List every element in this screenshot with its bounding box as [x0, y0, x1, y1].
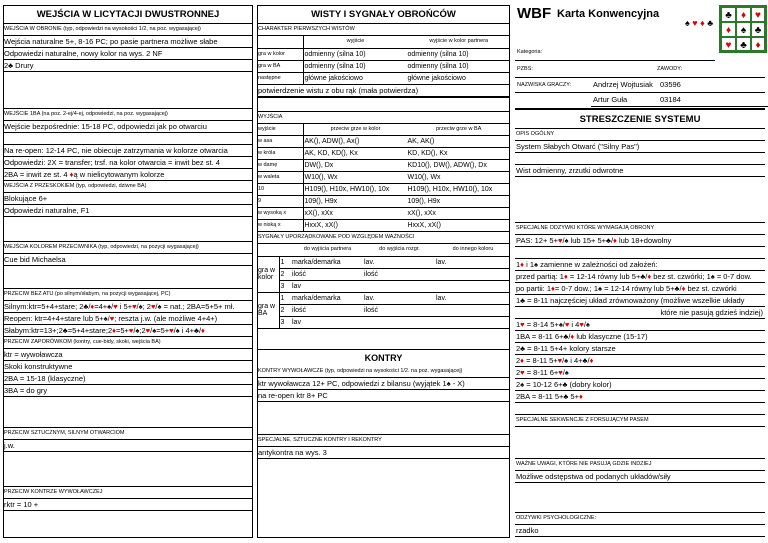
- svg-text:♥: ♥: [725, 40, 732, 51]
- vs-strong-line: j.w.: [3, 440, 253, 452]
- table-row: 9 109(), H9x 109(), H9x: [257, 196, 510, 208]
- special-bid-line: [515, 247, 765, 259]
- svg-text:♦: ♦: [725, 25, 732, 36]
- general-line: System Słabych Otwarć ("Silny Pas"): [515, 141, 765, 153]
- player-id: 03596: [660, 80, 681, 89]
- special-bid-line: 2♦ = 8-11 5+♥/♠ i 4+♣/♦: [515, 355, 765, 367]
- jump-line: Odpowiedzi naturalne, F1: [3, 205, 253, 217]
- overcalls-label: WEJŚCIA W OBRONIE (typ, odpowiedzi na wysokości 1/2, na poz. wygasającej): [3, 24, 253, 36]
- psych-line: rzadko: [515, 525, 765, 537]
- special-bid-line: 2♣ = 8-11 5+4+ kolory starsze: [515, 343, 765, 355]
- general-line: [515, 153, 765, 165]
- table-row: gra w kolor odmienny (silna 10) odmienny (silna 10): [257, 48, 510, 60]
- svg-text:♦: ♦: [755, 40, 761, 51]
- player-name: Artur Guła: [593, 95, 628, 104]
- special-bid-line: po partii: 1♦= 0-7 dow.; 1♠ = 12-14 równy lub 5+♣/♦ bez st. czwórki: [515, 283, 765, 295]
- signals-label: SYGNAŁY UPORZĄDKOWANE POD WZGLĘDEM WAŻNOŚCI: [257, 232, 510, 244]
- player-row: [515, 77, 765, 93]
- overcalls-line: Odpowiedzi naturalne, nowy kolor na wys. 2 NF: [3, 48, 253, 60]
- table-row: w króla AK, KD, KD(), Kx KD, KD(), Kx: [257, 148, 510, 160]
- jump-line: Blokujące 6+: [3, 193, 253, 205]
- card-title: Karta Konwencyjna: [557, 8, 660, 20]
- table-row: w wysoką x xX(), xXx xX(), xXx: [257, 208, 510, 220]
- special-bid-line: 2BA = 8-11 5+♣ 5+♦: [515, 391, 765, 403]
- svg-text:♣: ♣: [754, 25, 762, 36]
- leads-character-table: wyjście wyjście w kolor partnera gra w kolor odmienny (silna 10) odmienny (silna 10) gra w BA odmienny (silna 10) odmienny (silna 10) następne główne jakościowo główne jakościowo: [257, 36, 510, 85]
- player-id: 03184: [660, 95, 681, 104]
- special-bid-line: 2♥ = 8-11 6+♥/♠: [515, 367, 765, 379]
- svg-text:♣: ♣: [740, 40, 747, 51]
- table-row: gra w BA odmienny (silna 10) odmienny (silna 10): [257, 60, 510, 72]
- special-bid-line: 2♠ = 10-12 6+♣ (dobry kolor): [515, 379, 765, 391]
- leads-character-label: CHARAKTER PIERWSZYCH WISTÓW: [257, 24, 510, 36]
- cuebid-label: WEJŚCIA KOLOREM PRZECIWNIKA (typ, odpowiedzi, na pozycji wygasającej): [3, 242, 253, 254]
- nt-line: Odpowiedzi: 2X = transfer; trsf. na kolor otwarcia = inwit bez st. 4: [3, 157, 253, 169]
- nt-line: 2BA = inwit ze st. 4 ♦ą w nielicytowanym kolorze: [3, 169, 253, 181]
- left-box: [3, 5, 253, 538]
- notes-label: WAŻNE UWAGI, KTÓRE NIE PASUJĄ GDZIE INDZIEJ: [515, 459, 765, 471]
- jump-overcalls-label: WEJŚCIA Z PRZESKOKIEM (typ, odpowiedzi, dziwne BA): [3, 181, 253, 193]
- special-bids-label: SPECJALNE ODZYWKI KTÓRE WYMAGAJĄ OBRONY: [515, 223, 765, 235]
- suits-icon: ♠ ♥ ♦ ♣: [685, 18, 714, 28]
- special-bid-line: 1♥ = 8-14 5+♠/♥ i 4♥/♠: [515, 319, 765, 331]
- table-row: 2 ilość ilość: [257, 268, 510, 280]
- leads-label: WYJŚCIA: [257, 112, 510, 124]
- vs-nt-label: PRZECIW BEZ ATU (po silnym/słabym, na pozycji wygasającej, PC): [3, 289, 253, 301]
- svg-text:♠: ♠: [740, 25, 747, 36]
- vs-nt-line: Słabym:ktr=13+;2♣=5+4+stare;2♦=5+♥/♠;2♥/♠=5+♥/♠ i 4+♣/♦: [3, 325, 253, 337]
- nt-overcall-label: WEJŚCIE 1BA (na poz. 2-ej/4-ej, odpowiedzi, na poz. wygasającej): [3, 109, 253, 121]
- doubles-title: KONTRY: [364, 352, 403, 363]
- vs-preempt-line: 2BA = 15-18 (klasyczne): [3, 373, 253, 385]
- table-row: 3 lav: [257, 280, 510, 292]
- table-row: w waleta W10(), Wx W10(), Wx: [257, 172, 510, 184]
- psych-label: ODZYWKI PSYCHOLOGICZNE:: [515, 513, 765, 525]
- special-bid-line: które nie pasują gdzieś indziej): [515, 307, 765, 319]
- takeout-line: ktr wywoławcza 12+ PC, odpowiedzi z bilansu (wyjątek 1♠ - X): [257, 378, 510, 390]
- signals-table: do wyjścia partnera do wyjścia rozgr. do innego koloru gra w kolor 1 marka/demarka lav. lav. 2 ilość ilość 3 lav gra w BA 1 marka/demarka lav. lav. 2 ilość ilość 3 lav: [257, 244, 510, 329]
- forcing-pass-label: SPECJALNE SEKWENCJE Z FORSUJĄCYM PASEM: [515, 415, 765, 427]
- nt-line: Wejście bezpośrednie: 15-18 PC, odpowiedzi jak po otwarciu: [3, 121, 253, 133]
- nt-line: Na re-open: 12-14 PC, nie obiecuje zatrzymania w kolorze otwarcia: [3, 145, 253, 157]
- table-row: gra w kolor 1 marka/demarka lav. lav.: [257, 256, 510, 268]
- player-row: [591, 93, 768, 107]
- section-title-carding: WISTY I SYGNAŁY OBROŃCÓW: [257, 5, 510, 24]
- svg-text:♦: ♦: [740, 10, 747, 21]
- svg-text:♥: ♥: [755, 10, 761, 21]
- vs-nt-line: Reopen: ktr=4+4+stare lub 5+♠/♥; reszta j.w. (ale możliwe 4+4+): [3, 313, 253, 325]
- vs-preempt-line: ktr = wywoławcza: [3, 349, 253, 361]
- section-title-competitive: WEJŚCIA W LICYTACJI DWUSTRONNEJ: [3, 5, 253, 24]
- table-row: w niską x HxxX, xX() HxxX, xX(): [257, 220, 510, 232]
- vs-preempt-line: 3BA = do gry: [3, 385, 253, 397]
- table-row: 3 lav: [257, 316, 510, 328]
- pzbs-label: PZBS:: [517, 66, 533, 72]
- special-bid-line: przed partią: 1♦ = 12-14 równy lub 5+♣/♦ bez st. czwórki; 1♠ = 0-7 dow.: [515, 271, 765, 283]
- players-label: NAZWISKA GRACZY:: [517, 82, 572, 88]
- vs-preempt-line: Skoki konstruktywne: [3, 361, 253, 373]
- vs-double-label: PRZECIW KONTRZE WYWOŁAWCZEJ: [3, 487, 253, 499]
- special-bid-line: 1♦ i 1♠ zamienne w zależności od założeń:: [515, 259, 765, 271]
- takeout-line: na re-open ktr 8+ PC: [257, 390, 510, 402]
- wbf-logo: WBF: [517, 5, 552, 22]
- card-suits-icon: [719, 5, 767, 53]
- player-name: Andrzej Wojtusiak: [593, 80, 653, 89]
- leads-note: potwierdzenie wistu z obu rąk (mała potwierdza): [257, 85, 510, 97]
- system-summary-title: STRESZCZENIE SYSTEMU: [515, 109, 765, 129]
- middle-box: [257, 5, 510, 538]
- table-row: w damę DW(), Dx KD10(), DW(), ADW(), Dx: [257, 160, 510, 172]
- table-row: w asa AK(), ADW(), Ax() AK, AK(): [257, 136, 510, 148]
- special-doubles-line: antykontra na wys. 3: [257, 447, 510, 459]
- table-row: następne główne jakościowo główne jakościowo: [257, 72, 510, 84]
- vs-preempt-label: PRZECIW ZAPORÓWKOM (kontry, cue-bidy, skoki, wejścia BA): [3, 337, 253, 349]
- notes-line: Możliwe odstępstwa od podanych układów/siły: [515, 471, 765, 483]
- general-line: Wist odmienny, zrzutki odwrotne: [515, 165, 765, 177]
- vs-strong-label: PRZECIW SZTUCZNYM, SILNYM OTWARCIOM: [3, 428, 253, 440]
- svg-text:♣: ♣: [725, 10, 732, 21]
- event-label: ZAWODY:: [657, 66, 683, 72]
- table-row: gra w BA 1 marka/demarka lav. lav.: [257, 292, 510, 304]
- special-bid-line: 1♣ = 8-11 najczęściej układ zrównoważony (możliwe wszelkie układy: [515, 295, 765, 307]
- general-label: OPIS OGÓLNY: [515, 129, 765, 141]
- column-right: [515, 5, 765, 537]
- special-doubles-label: SPECJALNE, SZTUCZNE KONTRY I REKONTRY: [257, 435, 510, 447]
- category-label: Kategoria:: [517, 49, 543, 55]
- table-row: 10 H109(), H10x, HW10(), 10x H109(), H10x, HW10(), 10x: [257, 184, 510, 196]
- overcalls-line: Wejścia naturalne 5+, 8-16 PC; po pasie partnera możliwe słabe: [3, 36, 253, 48]
- vs-double-line: rktr = 10 +: [3, 499, 253, 511]
- vs-nt-line: Silnym:ktr=5+4+stare; 2♣/♦=4+♠/♥ i 5+♥/♠; 2♥/♠ = nat.; 2BA=5+5+ mł.: [3, 301, 253, 313]
- takeout-label: KONTRY WYWOŁAWCZE (typ, odpowiedzi na wysokości 1/2. na poz. wygasającej): [257, 366, 510, 378]
- overcalls-line: 2♣ Drury: [3, 60, 253, 72]
- leads-table: wyjście przeciw grze w kolor przeciw grze w BA w asa AK(), ADW(), Ax() AK, AK() w króla AK, KD, KD(), Kx KD, KD(), Kx w damę DW(), Dx KD10(), DW(), ADW(), Dx w waleta W10(), Wx W10(), Wx 10 H109(), H10x, HW10(), 10x H109(), H10x, HW10(), 10x 9 109(), H9x 109(), H9x w wysoką x xX(), xXx xX(), xXx w niską x HxxX, xX() HxxX, xX(): [257, 124, 510, 233]
- table-row: 2 ilość ilość: [257, 304, 510, 316]
- special-bid-line: PAS: 12+ 5+♥/♠ lub 15+ 5+♣/♦ lub 18+dowolny: [515, 235, 765, 247]
- special-bid-line: 1BA = 8-11 6+♣/♦ lub klasyczne (15-17): [515, 331, 765, 343]
- card-header: [515, 5, 765, 51]
- cuebid-line: Cue bid Michaelsa: [3, 254, 253, 266]
